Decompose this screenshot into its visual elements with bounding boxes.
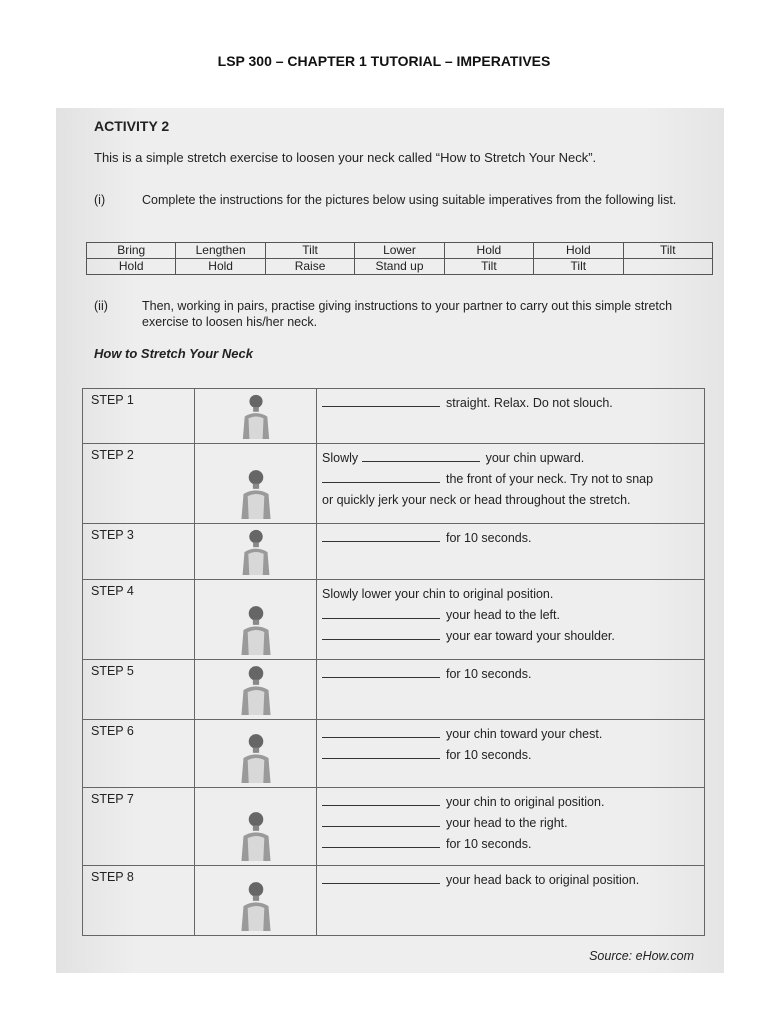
instruction-text: your ear toward your shoulder. bbox=[446, 629, 615, 643]
scanned-page bbox=[56, 108, 724, 973]
instruction-line bbox=[322, 393, 699, 414]
instruction-line bbox=[322, 528, 699, 549]
answer-blank[interactable] bbox=[322, 665, 440, 678]
step-picture bbox=[195, 524, 317, 580]
word-cell: Raise bbox=[265, 259, 354, 275]
step-row bbox=[83, 866, 705, 936]
word-cell: Tilt bbox=[444, 259, 533, 275]
step-instruction bbox=[317, 720, 705, 788]
step-picture bbox=[195, 660, 317, 720]
answer-blank[interactable] bbox=[322, 814, 440, 827]
instruction-line bbox=[322, 490, 699, 511]
word-cell: Lower bbox=[355, 243, 444, 259]
instruction-text: your chin upward. bbox=[485, 451, 585, 465]
activity-intro: This is a simple stretch exercise to loosen your neck called “How to Stretch Your Neck”. bbox=[94, 150, 597, 165]
step-picture bbox=[195, 866, 317, 936]
word-cell: Stand up bbox=[355, 259, 444, 275]
step-row bbox=[83, 524, 705, 580]
imperatives-word-table bbox=[86, 242, 713, 275]
instruction-text: your chin to original position. bbox=[446, 795, 605, 809]
instruction-text: your head to the right. bbox=[446, 816, 568, 830]
instruction-line bbox=[322, 626, 699, 647]
instruction-text: Slowly lower your chin to original position. bbox=[322, 587, 554, 601]
step-row bbox=[83, 444, 705, 524]
step-picture bbox=[195, 389, 317, 444]
answer-blank[interactable] bbox=[322, 746, 440, 759]
section-subheading: How to Stretch Your Neck bbox=[94, 346, 253, 361]
instruction-line bbox=[322, 605, 699, 626]
step-picture bbox=[195, 444, 317, 524]
instruction-text: Then, working in pairs, practise giving instructions to your partner to carry out this simple stretch exercise to loosen his/her neck. bbox=[142, 299, 673, 329]
instruction-text: your head back to original position. bbox=[446, 873, 640, 887]
person-figure-icon bbox=[235, 663, 277, 715]
answer-blank[interactable] bbox=[322, 627, 440, 640]
instruction-text: your chin toward your chest. bbox=[446, 727, 603, 741]
source-credit: Source: eHow.com bbox=[589, 949, 694, 963]
instruction-text: or quickly jerk your neck or head throughout the stretch. bbox=[322, 493, 631, 507]
step-label: STEP 2 bbox=[83, 444, 195, 524]
word-cell: Bring bbox=[87, 243, 176, 259]
instruction-line bbox=[322, 870, 699, 891]
person-figure-icon bbox=[235, 731, 277, 783]
step-instruction bbox=[317, 660, 705, 720]
instruction-text: for 10 seconds. bbox=[446, 748, 532, 762]
instruction-text: the front of your neck. Try not to snap bbox=[446, 472, 654, 486]
steps-table bbox=[82, 388, 705, 936]
step-instruction bbox=[317, 389, 705, 444]
answer-blank[interactable] bbox=[322, 606, 440, 619]
step-instruction bbox=[317, 788, 705, 866]
step-label: STEP 7 bbox=[83, 788, 195, 866]
word-table-row bbox=[87, 243, 713, 259]
person-figure-icon bbox=[235, 603, 277, 655]
word-cell: Hold bbox=[534, 243, 623, 259]
instruction-line bbox=[322, 813, 699, 834]
answer-blank[interactable] bbox=[322, 394, 440, 407]
instruction-line bbox=[322, 792, 699, 813]
step-picture bbox=[195, 720, 317, 788]
answer-blank[interactable] bbox=[322, 835, 440, 848]
document-title: LSP 300 – CHAPTER 1 TUTORIAL – IMPERATIVES bbox=[217, 53, 551, 69]
person-figure-icon bbox=[235, 467, 277, 519]
answer-blank[interactable] bbox=[322, 470, 440, 483]
activity-title: ACTIVITY 2 bbox=[94, 118, 170, 134]
instruction-line bbox=[322, 664, 699, 685]
step-picture bbox=[195, 580, 317, 660]
step-label: STEP 4 bbox=[83, 580, 195, 660]
step-row bbox=[83, 720, 705, 788]
instruction-text: for 10 seconds. bbox=[446, 837, 532, 851]
word-cell: Tilt bbox=[265, 243, 354, 259]
answer-blank[interactable] bbox=[322, 725, 440, 738]
instruction-line bbox=[322, 745, 699, 766]
step-instruction bbox=[317, 524, 705, 580]
instruction-number: (ii) bbox=[94, 299, 108, 313]
word-cell: Tilt bbox=[534, 259, 623, 275]
instruction-text: straight. Relax. Do not slouch. bbox=[446, 396, 613, 410]
step-label: STEP 8 bbox=[83, 866, 195, 936]
answer-blank[interactable] bbox=[322, 529, 440, 542]
person-figure-icon bbox=[235, 809, 277, 861]
answer-blank[interactable] bbox=[322, 871, 440, 884]
instruction-text: Complete the instructions for the pictures below using suitable imperatives from the following list. bbox=[142, 193, 677, 207]
step-instruction bbox=[317, 866, 705, 936]
person-figure-icon bbox=[237, 392, 275, 439]
word-cell: Tilt bbox=[623, 243, 712, 259]
step-label: STEP 5 bbox=[83, 660, 195, 720]
word-cell bbox=[623, 259, 712, 275]
word-cell: Hold bbox=[87, 259, 176, 275]
step-label: STEP 3 bbox=[83, 524, 195, 580]
instruction-text: your head to the left. bbox=[446, 608, 560, 622]
instruction-line bbox=[322, 834, 699, 855]
instruction-text: Slowly bbox=[322, 451, 359, 465]
instruction-number: (i) bbox=[94, 193, 106, 207]
person-figure-icon bbox=[236, 527, 274, 575]
step-picture bbox=[195, 788, 317, 866]
word-cell: Hold bbox=[176, 259, 265, 275]
answer-blank[interactable] bbox=[322, 793, 440, 806]
step-label: STEP 6 bbox=[83, 720, 195, 788]
step-label: STEP 1 bbox=[83, 389, 195, 444]
instruction-line bbox=[322, 448, 699, 469]
instruction-line bbox=[322, 469, 699, 490]
word-table-row bbox=[87, 259, 713, 275]
instruction-line bbox=[322, 584, 699, 605]
word-cell: Hold bbox=[444, 243, 533, 259]
instruction-text: for 10 seconds. bbox=[446, 667, 532, 681]
step-row bbox=[83, 389, 705, 444]
instruction-line bbox=[322, 724, 699, 745]
step-row bbox=[83, 580, 705, 660]
step-instruction bbox=[317, 580, 705, 660]
word-cell: Lengthen bbox=[176, 243, 265, 259]
step-row bbox=[83, 788, 705, 866]
step-instruction bbox=[317, 444, 705, 524]
instruction-text: for 10 seconds. bbox=[446, 531, 532, 545]
person-figure-icon bbox=[235, 879, 277, 931]
answer-blank[interactable] bbox=[362, 449, 480, 462]
step-row bbox=[83, 660, 705, 720]
